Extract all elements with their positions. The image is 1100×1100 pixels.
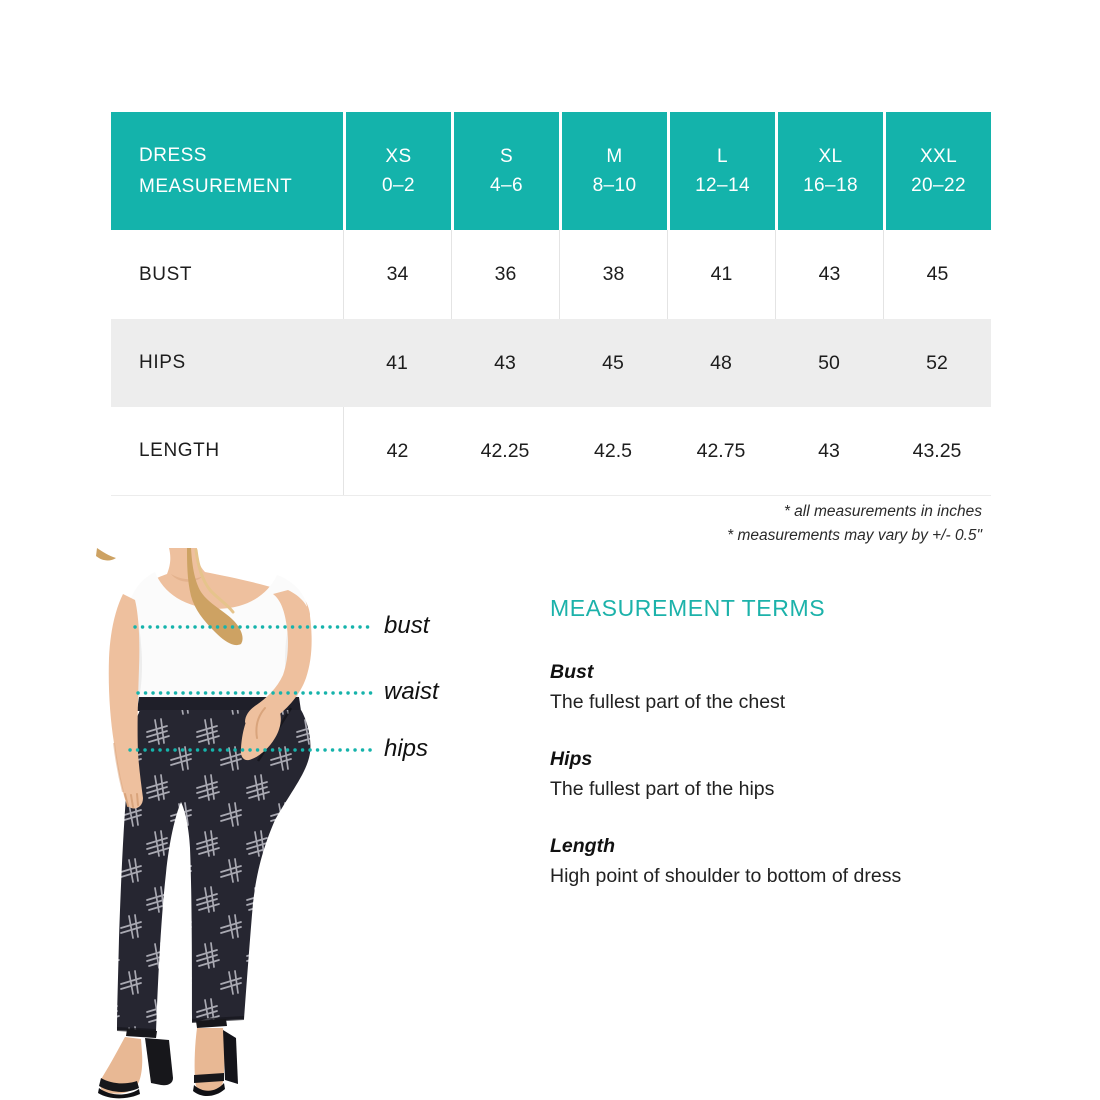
- corner-header-label: DRESS MEASUREMENT: [139, 145, 293, 197]
- figure-label-hips: hips: [384, 735, 429, 762]
- table-row-bust: [111, 230, 991, 319]
- cell-length-xl: 43: [818, 439, 840, 462]
- term-hips: [550, 744, 980, 804]
- cell-bust-xs: 34: [343, 230, 451, 319]
- size-chart-table: [111, 112, 991, 496]
- column-header-xl: XL 16–18: [775, 112, 883, 230]
- table-header-row: [111, 112, 991, 230]
- footnotes: [111, 500, 982, 548]
- cell-length-xxl: 43.25: [912, 439, 962, 462]
- cell-hips-xxl: 52: [926, 351, 948, 374]
- cell-bust-xxl: 45: [883, 230, 991, 319]
- term-hips-definition: The fullest part of the hips: [550, 778, 775, 800]
- cell-length-s: 42.25: [480, 439, 530, 462]
- figure-label-bust: bust: [384, 612, 430, 639]
- measurement-terms-section: [550, 593, 980, 918]
- term-bust-name: Bust: [550, 661, 594, 683]
- cell-hips-s: 43: [494, 351, 516, 374]
- term-length-name: Length: [550, 835, 615, 857]
- row-label-length: LENGTH: [139, 440, 220, 461]
- footnote-units: * all measurements in inches: [783, 503, 982, 520]
- row-label-hips: HIPS: [139, 352, 186, 373]
- term-bust-definition: The fullest part of the chest: [550, 691, 786, 713]
- cell-length-xs: 42: [343, 407, 451, 495]
- column-header-xxl: XXL 20–22: [883, 112, 991, 230]
- model-figure-illustration: [95, 548, 385, 1100]
- terms-heading: MEASUREMENT TERMS: [550, 595, 826, 621]
- corner-header-dress-measurement: [111, 112, 343, 230]
- cell-bust-xl: 43: [775, 230, 883, 319]
- term-length: [550, 831, 980, 891]
- cell-hips-xl: 50: [818, 351, 840, 374]
- cell-hips-xs: 41: [386, 351, 408, 374]
- footnote-tolerance: * measurements may vary by +/- 0.5": [727, 527, 982, 544]
- row-label-bust: BUST: [139, 263, 193, 285]
- term-bust: [550, 657, 980, 717]
- cell-bust-l: 41: [667, 230, 775, 319]
- cell-hips-l: 48: [710, 351, 732, 374]
- column-header-m: M 8–10: [559, 112, 667, 230]
- column-header-s: S 4–6: [451, 112, 559, 230]
- cell-hips-m: 45: [602, 351, 624, 374]
- term-hips-name: Hips: [550, 748, 593, 770]
- cell-bust-s: 36: [451, 230, 559, 319]
- column-header-xs: XS 0–2: [343, 112, 451, 230]
- figure-label-waist: waist: [384, 678, 439, 705]
- table-row-length: [111, 407, 991, 496]
- cell-length-l: 42.75: [696, 439, 746, 462]
- cell-bust-m: 38: [559, 230, 667, 319]
- cell-length-m: 42.5: [594, 439, 632, 462]
- table-row-hips: [111, 319, 991, 407]
- term-length-definition: High point of shoulder to bottom of dress: [550, 865, 902, 887]
- column-header-l: L 12–14: [667, 112, 775, 230]
